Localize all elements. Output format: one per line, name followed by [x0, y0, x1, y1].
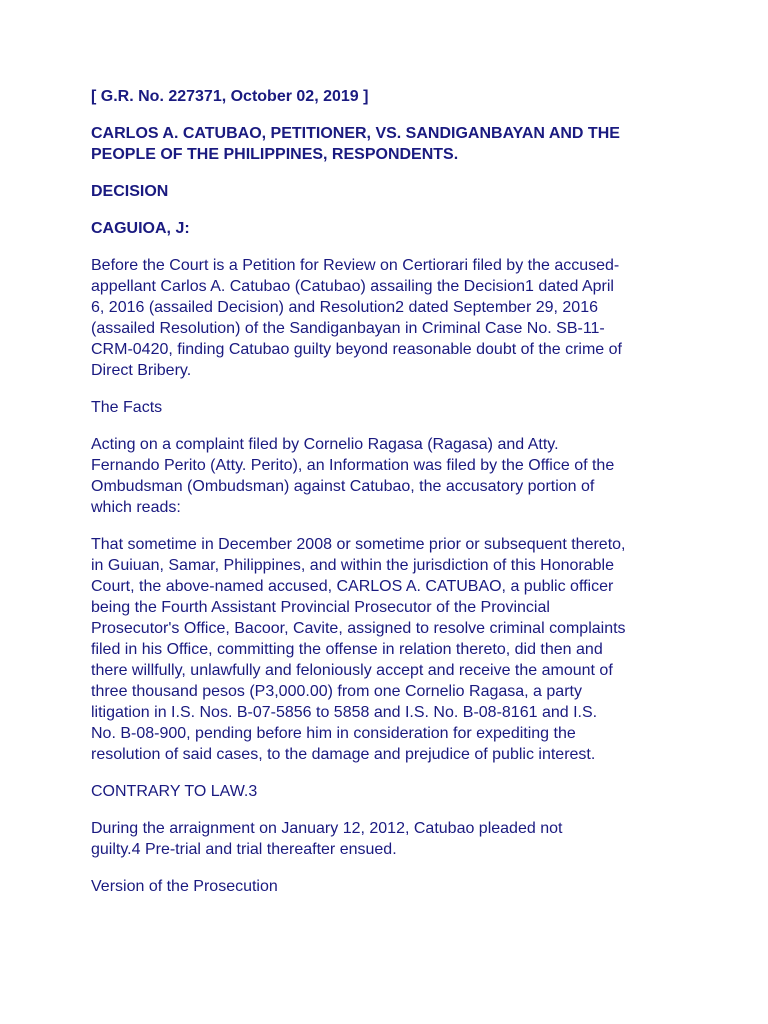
prosecution-heading: Version of the Prosecution: [91, 878, 278, 895]
complaint-paragraph: [91, 434, 691, 518]
information-paragraph: [91, 534, 691, 765]
text-line: Direct Bribery.: [91, 362, 192, 379]
text-line: appellant Carlos A. Catubao (Catubao) assailing the Decision1 dated April: [91, 278, 614, 295]
intro-paragraph: [91, 255, 691, 381]
text-line: 6, 2016 (assailed Decision) and Resolution2 dated September 29, 2016: [91, 299, 598, 316]
text-line: Fernando Perito (Atty. Perito), an Information was filed by the Office of the: [91, 457, 615, 474]
text-line: Acting on a complaint filed by Cornelio Ragasa (Ragasa) and Atty.: [91, 436, 559, 453]
text-line: resolution of said cases, to the damage and prejudice of public interest.: [91, 746, 596, 763]
case-parties: [91, 123, 691, 165]
arraignment-paragraph: [91, 818, 691, 860]
facts-heading: The Facts: [91, 399, 163, 416]
text-line: (assailed Resolution) of the Sandiganbayan in Criminal Case No. SB-11-: [91, 320, 605, 337]
ponente: CAGUIOA, J:: [91, 220, 190, 237]
text-line: litigation in I.S. Nos. B-07-5856 to 5858 and I.S. No. B-08-8161 and I.S.: [91, 704, 598, 721]
text-line: which reads:: [91, 499, 181, 516]
text-line: CARLOS A. CATUBAO, PETITIONER, VS. SANDIGANBAYAN AND THE: [91, 125, 620, 142]
contrary-to-law: CONTRARY TO LAW.3: [91, 783, 258, 800]
text-line: being the Fourth Assistant Provincial Prosecutor of the Provincial: [91, 599, 550, 616]
text-line: CRM-0420, finding Catubao guilty beyond reasonable doubt of the crime of: [91, 341, 622, 358]
text-line: That sometime in December 2008 or sometime prior or subsequent thereto,: [91, 536, 626, 553]
text-line: filed in his Office, committing the offense in relation thereto, did then and: [91, 641, 603, 658]
text-line: there willfully, unlawfully and feloniously accept and receive the amount of: [91, 662, 613, 679]
text-line: Before the Court is a Petition for Review on Certiorari filed by the accused-: [91, 257, 620, 274]
case-citation: [ G.R. No. 227371, October 02, 2019 ]: [91, 88, 369, 105]
text-line: three thousand pesos (P3,000.00) from one Cornelio Ragasa, a party: [91, 683, 582, 700]
text-line: No. B-08-900, pending before him in consideration for expediting the: [91, 725, 576, 742]
text-line: PEOPLE OF THE PHILIPPINES, RESPONDENTS.: [91, 146, 459, 163]
document-page: [91, 86, 691, 913]
text-line: in Guiuan, Samar, Philippines, and within the jurisdiction of this Honorable: [91, 557, 614, 574]
text-line: guilty.4 Pre-trial and trial thereafter ensued.: [91, 841, 397, 858]
text-line: During the arraignment on January 12, 2012, Catubao pleaded not: [91, 820, 563, 837]
decision-label: DECISION: [91, 183, 169, 200]
text-line: Ombudsman (Ombudsman) against Catubao, the accusatory portion of: [91, 478, 595, 495]
text-line: Court, the above-named accused, CARLOS A. CATUBAO, a public officer: [91, 578, 614, 595]
text-line: Prosecutor's Office, Bacoor, Cavite, assigned to resolve criminal complaints: [91, 620, 626, 637]
